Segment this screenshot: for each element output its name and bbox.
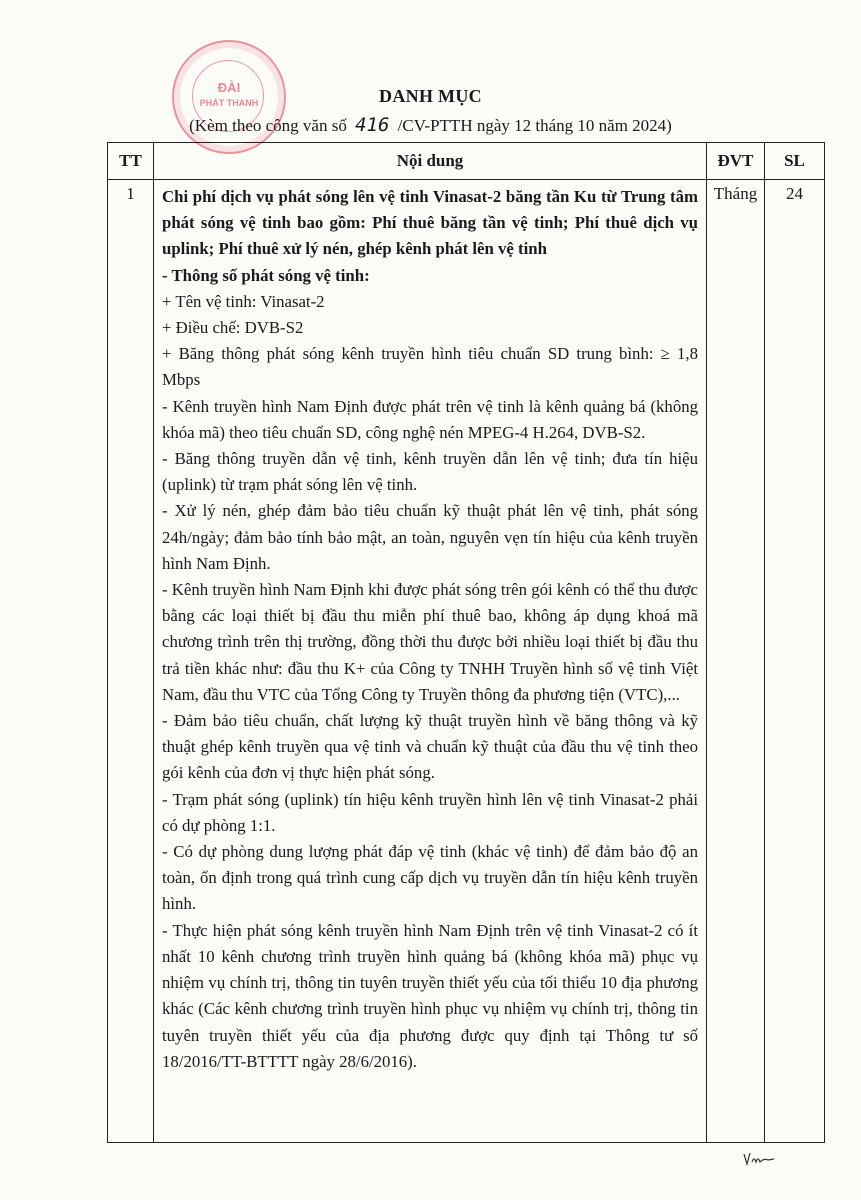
subtitle-suffix: /CV-PTTH ngày 12 tháng 10 năm 2024) bbox=[397, 116, 672, 135]
spec-line: - Băng thông truyền dẫn vệ tinh, kênh truyền dẫn lên vệ tinh; đưa tín hiệu (uplink) từ trạm phát sóng lên vệ tinh. bbox=[162, 449, 698, 495]
document-title: DANH MỤC bbox=[379, 86, 482, 106]
row-heading: Chi phí dịch vụ phát sóng lên vệ tinh Vinasat-2 băng tần Ku từ Trung tâm phát sóng vệ tinh bao gồm: Phí thuê băng tần vệ tinh; Phí thuê dịch vụ uplink; Phí thuê xử lý nén, ghép kênh phát lên vệ tinh bbox=[162, 187, 698, 259]
table-header-row bbox=[108, 143, 825, 180]
header-qty: SL bbox=[765, 143, 825, 180]
stamp-word-mid: PHÁT THANH bbox=[199, 98, 259, 108]
header-unit: ĐVT bbox=[707, 143, 765, 180]
row-content bbox=[154, 180, 707, 1143]
spec-line: - Có dự phòng dung lượng phát đáp vệ tinh (khác vệ tinh) để đảm bảo độ an toàn, ổn định trong quá trình cung cấp dịch vụ truyền dẫn tín hiệu kênh truyền hình. bbox=[162, 842, 698, 914]
spec-line: - Xử lý nén, ghép đảm bảo tiêu chuẩn kỹ thuật phát lên vệ tinh, phát sóng 24h/ngày; đảm bảo tính bảo mật, an toàn, nguyên vẹn tín hiệu của kênh truyền hình Nam Định. bbox=[162, 501, 698, 573]
row-index: 1 bbox=[108, 180, 154, 1143]
spec-line: - Thực hiện phát sóng kênh truyền hình Nam Định trên vệ tinh Vinasat-2 có ít nhất 10 kênh chương trình truyền hình quảng bá (không khóa mã) phục vụ nhiệm vụ chính trị, thông tin tuyên truyền thiết yếu của tối thiểu 10 địa phương khác (Các kênh chương trình truyền hình phục vụ nhiệm vụ chính trị, thông tin tuyên truyền thiết yếu của địa phương được quy định tại Thông tư số 18/2016/TT-BTTTT ngày 28/6/2016). bbox=[162, 920, 698, 1071]
items-table bbox=[107, 142, 825, 1143]
spec-title: - Thông số phát sóng vệ tinh: bbox=[162, 265, 370, 285]
spec-line: - Trạm phát sóng (uplink) tín hiệu kênh truyền hình lên vệ tinh Vinasat-2 phải có dự phòng 1:1. bbox=[162, 789, 698, 835]
initials-signature bbox=[742, 1150, 776, 1166]
spec-line: - Kênh truyền hình Nam Định khi được phát sóng trên gói kênh có thể thu được bằng các loại thiết bị đầu thu miễn phí thuê bao, không áp dụng khoá mã chương trình trên thị trường, đồng thời thu được bởi nhiều loại thiết bị đầu thu trả tiền khác như: đầu thu K+ của Công ty TNHH Truyền hình số vệ tinh Việt Nam, đầu thu VTC của Tổng Công ty Truyền thông đa phương tiện (VTC),... bbox=[162, 580, 698, 704]
spec-line: - Đảm bảo tiêu chuẩn, chất lượng kỹ thuật truyền hình về băng thông và kỹ thuật ghép kênh truyền qua vệ tinh và chuẩn kỹ thuật của đầu thu vệ tinh theo gói kênh của đơn vị thực hiện phát sóng. bbox=[162, 711, 698, 783]
spec-line: + Điều chế: DVB-S2 bbox=[162, 318, 304, 338]
subtitle-prefix: (Kèm theo công văn số bbox=[189, 116, 347, 135]
row-qty: 24 bbox=[765, 180, 825, 1143]
table-row bbox=[108, 180, 825, 1143]
spec-line: + Tên vệ tinh: Vinasat-2 bbox=[162, 291, 325, 311]
spec-line: - Kênh truyền hình Nam Định được phát trên vệ tinh là kênh quảng bá (không khóa mã) theo tiêu chuẩn SD, công nghệ nén MPEG-4 H.264, DVB-S2. bbox=[162, 396, 698, 442]
row-unit: Tháng bbox=[707, 180, 765, 1143]
handwritten-document-number: 416 bbox=[355, 114, 390, 136]
spec-line: + Băng thông phát sóng kênh truyền hình tiêu chuẩn SD trung bình: ≥ 1,8 Mbps bbox=[162, 344, 698, 390]
header-tt: TT bbox=[108, 143, 154, 180]
header-content: Nội dung bbox=[154, 143, 707, 180]
document-subtitle bbox=[0, 114, 861, 136]
stamp-word-top: ĐÀI bbox=[217, 80, 241, 95]
